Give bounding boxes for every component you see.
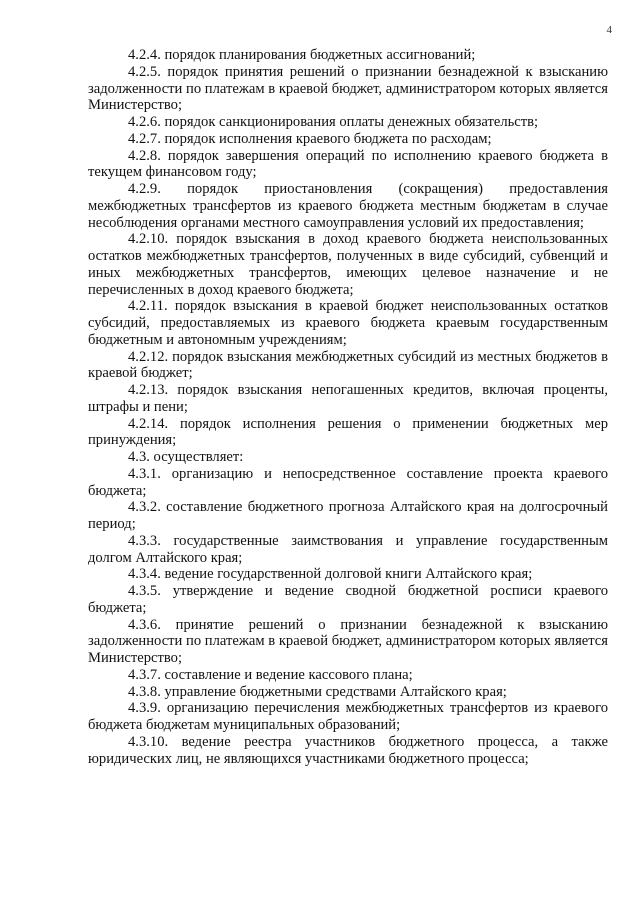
paragraph-4-2-9: 4.2.9. порядок приостановления (сокращения) предоставления межбюджетных трансфертов из краевого бюджета местным бюджетам в случае несоблюдения органами местного самоуправления условий их предоставления;	[88, 181, 608, 231]
paragraph-4-2-10: 4.2.10. порядок взыскания в доход краевого бюджета неиспользованных остатков межбюджетных трансфертов, полученных в виде субсидий, субвенций и иных межбюджетных трансфертов, имеющих целевое назначение и не перечисленных в доход краевого бюджета;	[88, 231, 608, 298]
paragraph-4-3-6: 4.3.6. принятие решений о признании безнадежной к взысканию задолженности по платежам в краевой бюджет, администратором которых является Министерство;	[88, 616, 608, 666]
paragraph-4-3-2: 4.3.2. составление бюджетного прогноза Алтайского края на долгосрочный период;	[88, 499, 608, 532]
paragraph-4-2-11: 4.2.11. порядок взыскания в краевой бюджет неиспользованных остатков субсидий, предоставляемых из краевого бюджета краевым государственным бюджетным и автономным учреждениям;	[88, 298, 608, 348]
paragraph-4-3: 4.3. осуществляет:	[128, 449, 244, 465]
paragraph-4-2-14: 4.2.14. порядок исполнения решения о применении бюджетных мер принуждения;	[88, 415, 608, 449]
paragraph-4-2-8: 4.2.8. порядок завершения операций по исполнению краевого бюджета в текущем финансовом году;	[88, 147, 608, 181]
paragraph-4-2-5: 4.2.5. порядок принятия решений о признании безнадежной к взысканию задолженности по платежам в краевой бюджет, администратором которых является Министерство;	[88, 63, 608, 114]
paragraph-4-2-6: 4.2.6. порядок санкционирования оплаты денежных обязательств;	[128, 114, 539, 130]
paragraph-4-3-8: 4.3.8. управление бюджетными средствами Алтайского края;	[128, 683, 507, 700]
document-body	[88, 47, 608, 767]
paragraph-4-3-1: 4.3.1. организацию и непосредственное составление проекта краевого бюджета;	[88, 465, 608, 499]
paragraph-4-3-3: 4.3.3. государственные заимствования и управление государственным долгом Алтайского края;	[88, 532, 608, 566]
paragraph-4-2-7: 4.2.7. порядок исполнения краевого бюджета по расходам;	[128, 130, 492, 147]
paragraph-4-2-4: 4.2.4. порядок планирования бюджетных ассигнований;	[128, 47, 476, 63]
paragraph-4-3-9: 4.3.9. организацию перечисления межбюджетных трансфертов из краевого бюджета бюджетам муниципальных образований;	[88, 700, 608, 733]
paragraph-4-3-5: 4.3.5. утверждение и ведение сводной бюджетной росписи краевого бюджета;	[88, 583, 608, 616]
paragraph-4-3-7: 4.3.7. составление и ведение кассового плана;	[128, 666, 413, 683]
paragraph-4-2-13: 4.2.13. порядок взыскания непогашенных кредитов, включая проценты, штрафы и пени;	[88, 382, 608, 415]
page-number: 4	[606, 24, 612, 36]
paragraph-4-2-12: 4.2.12. порядок взыскания межбюджетных субсидий из местных бюджетов в краевой бюджет;	[88, 348, 608, 382]
paragraph-4-3-10: 4.3.10. ведение реестра участников бюджетного процесса, а также юридических лиц, не являющихся участниками бюджетного процесса;	[88, 733, 608, 767]
paragraph-4-3-4: 4.3.4. ведение государственной долговой книги Алтайского края;	[128, 566, 533, 583]
